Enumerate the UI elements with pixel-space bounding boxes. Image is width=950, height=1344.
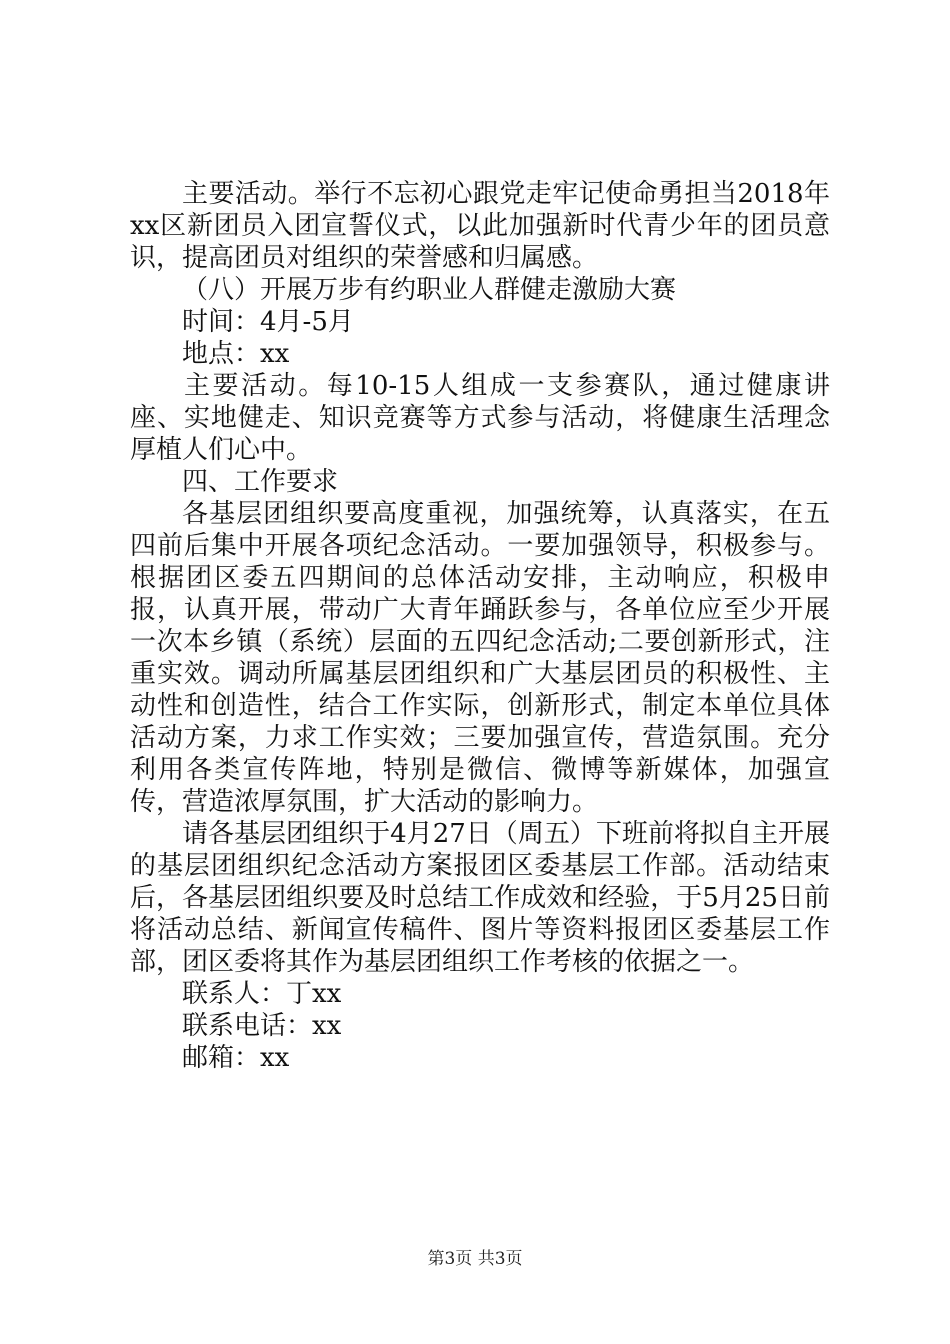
paragraph-contact-phone: 联系电话：xx [182, 1011, 342, 1041]
paragraph-requirements: 各基层团组织要高度重视，加强统筹，认真落实，在五四前后集中开展各项纪念活动。一要加强领导，积极参与。根据团区委五四期间的总体活动安排，主动响应，积极申报，认真开展，带动广大青年踊跃参与，各单位应至少开展一次本乡镇（系统）层面的五四纪念活动;二要创新形式，注重实效。调动所属基层团组织和广大基层团员的积极性、主动性和创造性，结合工作实际，创新形式，制定本单位具体活动方案，力求工作实效；三要加强宣传，营造氛围。充分利用各类宣传阵地，特别是微信、微博等新媒体，加强宣传，营造浓厚氛围，扩大活动的影响力。 [130, 499, 830, 817]
paragraph-main-activity-2: 主要活动。每10-15人组成一支参赛队，通过健康讲座、实地健走、知识竞赛等方式参与活动，将健康生活理念厚植人们心中。 [130, 371, 830, 465]
paragraph-main-activity-1: 主要活动。举行不忘初心跟党走牢记使命勇担当2018年xx区新团员入团宣誓仪式，以此加强新时代青少年的团员意识，提高团员对组织的荣誉感和归属感。 [130, 179, 830, 273]
heading-work-requirements: 四、工作要求 [182, 467, 339, 497]
paragraph-email: 邮箱：xx [182, 1043, 290, 1073]
paragraph-contact-person: 联系人：丁xx [182, 979, 342, 1009]
paragraph-submission: 请各基层团组织于4月27日（周五）下班前将拟自主开展的基层团组织纪念活动方案报团区委基层工作部。活动结束后，各基层团组织要及时总结工作成效和经验，于5月25日前将活动总结、新闻宣传稿件、图片等资料报团区委基层工作部，团区委将其作为基层团组织工作考核的依据之一。 [130, 819, 830, 977]
paragraph-time: 时间：4月-5月 [182, 307, 354, 337]
page-footer: 第3页 共3页 [427, 1249, 523, 1269]
paragraph-location: 地点：xx [182, 339, 290, 369]
heading-section-8: （八）开展万步有约职业人群健走激励大赛 [182, 275, 677, 305]
document-body [130, 178, 830, 1074]
